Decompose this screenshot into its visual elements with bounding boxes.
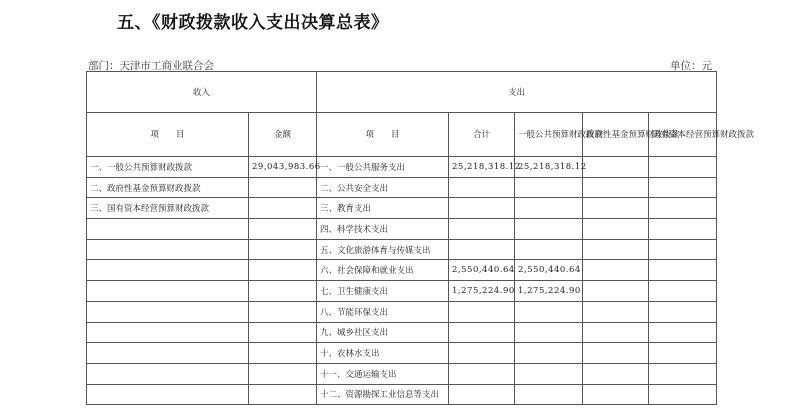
income-item-cell (87, 239, 249, 260)
total-cell (449, 177, 515, 198)
expense-item-cell: 六、社会保障和就业支出 (317, 260, 449, 281)
state-capital-cell (649, 157, 717, 178)
income-amount-cell (249, 177, 317, 198)
table-row (87, 157, 717, 178)
income-group-header: 收入 (87, 72, 317, 113)
income-amount-cell: 29,043,983.66 (249, 157, 317, 178)
state-capital-cell (649, 198, 717, 219)
gov-fund-header: 政府性基金预算财政拨款 (583, 113, 649, 157)
total-cell (449, 239, 515, 260)
income-amount-cell (249, 384, 317, 405)
state-capital-cell (649, 281, 717, 302)
income-item-cell (87, 363, 249, 384)
total-cell (449, 198, 515, 219)
income-item-cell (87, 322, 249, 343)
table-row (87, 343, 717, 364)
expense-item-cell: 二、公共安全支出 (317, 177, 449, 198)
gov-fund-cell (583, 239, 649, 260)
income-item-cell (87, 384, 249, 405)
total-cell (449, 301, 515, 322)
gov-fund-cell (583, 219, 649, 240)
group-header-row (87, 72, 717, 113)
income-item-cell: 一、一般公共预算财政拨款 (87, 157, 249, 178)
income-item-cell (87, 301, 249, 322)
table-row (87, 260, 717, 281)
table-row (87, 219, 717, 240)
expense-item-cell: 四、科学技术支出 (317, 219, 449, 240)
general-budget-cell (515, 177, 583, 198)
table-row (87, 301, 717, 322)
gov-fund-cell (583, 301, 649, 322)
expense-item-cell: 九、城乡社区支出 (317, 322, 449, 343)
income-amount-cell (249, 239, 317, 260)
state-capital-cell (649, 260, 717, 281)
expense-item-cell: 一、一般公共服务支出 (317, 157, 449, 178)
gov-fund-cell (583, 343, 649, 364)
department-label: 部门：天津市工商业联合会 (88, 60, 214, 72)
income-item-cell (87, 343, 249, 364)
income-amount-cell (249, 301, 317, 322)
general-budget-header: 一般公共预算财政拨款 (515, 113, 583, 157)
general-budget-cell: 1,275,224.90 (515, 281, 583, 302)
table-row (87, 198, 717, 219)
gov-fund-cell (583, 198, 649, 219)
table-row (87, 322, 717, 343)
state-capital-cell (649, 219, 717, 240)
total-cell: 25,218,318.12 (449, 157, 515, 178)
total-cell: 2,550,440.64 (449, 260, 515, 281)
expense-item-cell: 五、文化旅游体育与传媒支出 (317, 239, 449, 260)
general-budget-cell (515, 363, 583, 384)
table-row (87, 239, 717, 260)
income-amount-cell (249, 198, 317, 219)
general-budget-cell (515, 239, 583, 260)
total-cell (449, 363, 515, 384)
income-item-cell (87, 219, 249, 240)
expense-item-cell: 十、农林水支出 (317, 343, 449, 364)
expense-item-cell: 十一、交通运输支出 (317, 363, 449, 384)
state-capital-cell (649, 343, 717, 364)
column-header-row (87, 113, 717, 157)
state-capital-cell (649, 177, 717, 198)
budget-summary-table (86, 71, 755, 405)
income-amount-header: 金额 (249, 113, 317, 157)
total-cell: 1,275,224.90 (449, 281, 515, 302)
table-row (87, 177, 717, 198)
expense-group-header: 支出 (317, 72, 717, 113)
income-item-cell (87, 260, 249, 281)
income-amount-cell (249, 363, 317, 384)
income-amount-cell (249, 260, 317, 281)
gov-fund-cell (583, 157, 649, 178)
gov-fund-cell (583, 177, 649, 198)
general-budget-cell (515, 384, 583, 405)
total-cell (449, 384, 515, 405)
expense-item-header: 项 目 (317, 113, 449, 157)
state-capital-header: 国有资本经营预算财政拨款 (649, 113, 717, 157)
state-capital-cell (649, 322, 717, 343)
gov-fund-cell (583, 384, 649, 405)
income-item-cell (87, 281, 249, 302)
general-budget-cell (515, 198, 583, 219)
income-item-header: 项 目 (87, 113, 249, 157)
total-header: 合计 (449, 113, 515, 157)
general-budget-cell (515, 322, 583, 343)
state-capital-cell (649, 363, 717, 384)
total-cell (449, 219, 515, 240)
expense-item-cell: 八、节能环保支出 (317, 301, 449, 322)
gov-fund-cell (583, 363, 649, 384)
expense-item-cell: 十二、资源勘探工业信息等支出 (317, 384, 449, 405)
gov-fund-cell (583, 260, 649, 281)
income-amount-cell (249, 281, 317, 302)
total-cell (449, 343, 515, 364)
general-budget-cell (515, 301, 583, 322)
table-row (87, 281, 717, 302)
table-row (87, 384, 717, 405)
income-amount-cell (249, 322, 317, 343)
income-item-cell: 三、国有资本经营预算财政拨款 (87, 198, 249, 219)
state-capital-cell (649, 384, 717, 405)
expense-item-cell: 七、卫生健康支出 (317, 281, 449, 302)
expense-item-cell: 三、教育支出 (317, 198, 449, 219)
general-budget-cell: 2,550,440.64 (515, 260, 583, 281)
gov-fund-cell (583, 322, 649, 343)
general-budget-cell: 25,218,318.12 (515, 157, 583, 178)
general-budget-cell (515, 343, 583, 364)
income-amount-cell (249, 343, 317, 364)
income-amount-cell (249, 219, 317, 240)
gov-fund-cell (583, 281, 649, 302)
general-budget-cell (515, 219, 583, 240)
page-title: 五、《财政拨款收入支出决算总表》 (117, 13, 389, 33)
unit-label: 单位：元 (670, 60, 712, 72)
total-cell (449, 322, 515, 343)
table-row (87, 363, 717, 384)
income-item-cell: 二、政府性基金预算财政拨款 (87, 177, 249, 198)
state-capital-cell (649, 239, 717, 260)
state-capital-cell (649, 301, 717, 322)
